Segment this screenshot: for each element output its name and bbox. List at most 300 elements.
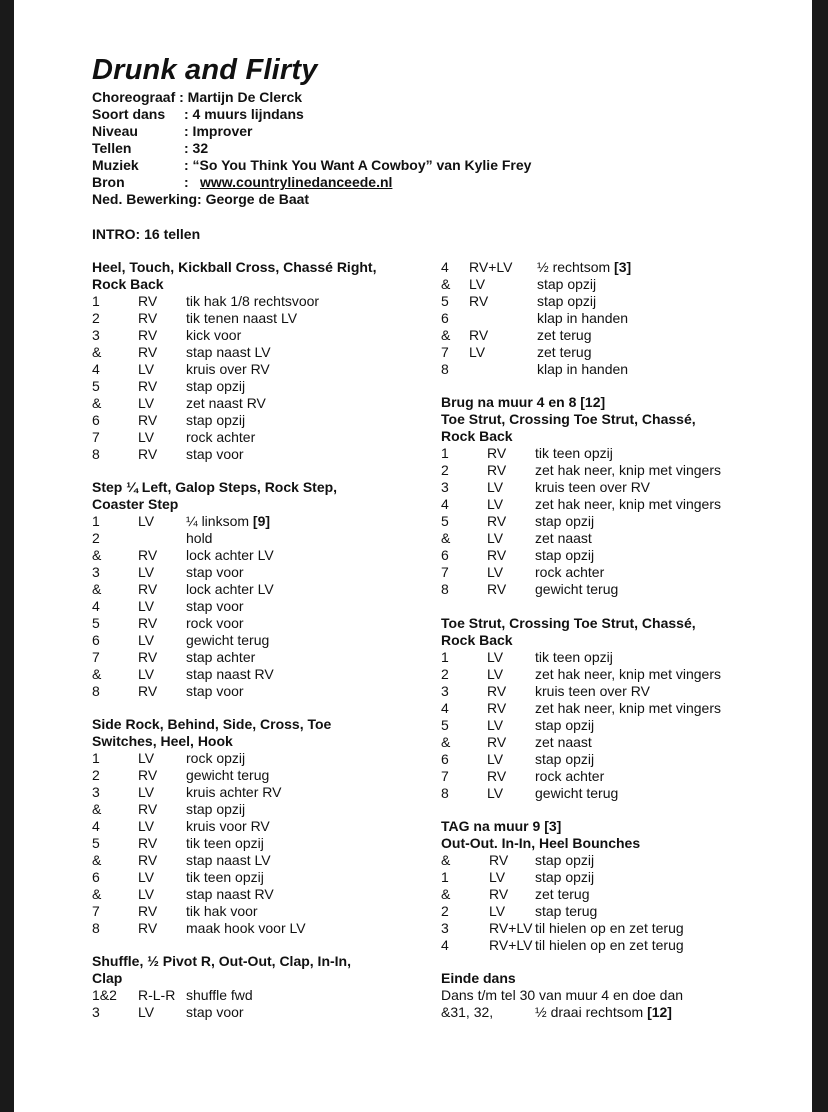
step-count: 7 <box>441 344 449 360</box>
step-foot: RV <box>138 344 158 360</box>
step-text: gewicht terug <box>535 785 619 801</box>
step-foot: LV <box>487 479 504 495</box>
step-count: 7 <box>92 429 100 445</box>
step-count: 1 <box>92 293 100 309</box>
meta-key: Ned. Bewerking: George de Baat <box>92 191 310 207</box>
step-count: 5 <box>92 835 100 851</box>
step-text: stap voor <box>186 1004 244 1020</box>
meta-value: : Improver <box>184 123 253 139</box>
step-count: 7 <box>441 564 449 580</box>
step-description <box>186 1004 244 1021</box>
step-description <box>535 479 650 496</box>
section-heading: Toe Strut, Crossing Toe Strut, Chassé, <box>441 615 696 631</box>
step-count: & <box>441 327 451 343</box>
step-count: 8 <box>441 785 449 801</box>
step-foot: RV <box>487 513 507 529</box>
step-row <box>92 903 412 920</box>
step-count: 6 <box>92 632 100 648</box>
step-description <box>535 683 650 700</box>
step-row <box>92 513 412 530</box>
step-foot: LV <box>487 717 504 733</box>
step-foot: RV <box>138 310 158 326</box>
step-description <box>537 327 591 344</box>
step-row <box>441 564 761 581</box>
step-description <box>537 293 596 310</box>
step-text: kruis voor RV <box>186 818 270 834</box>
step-row <box>92 1004 412 1021</box>
step-description <box>186 547 274 564</box>
step-description <box>535 903 597 920</box>
step-description <box>186 852 271 869</box>
step-description <box>186 886 274 903</box>
step-text: klap in handen <box>537 310 629 326</box>
step-text: rock achter <box>535 768 605 784</box>
step-description <box>186 767 269 784</box>
step-description <box>186 530 212 547</box>
step-row <box>441 496 761 513</box>
step-text: rock opzij <box>186 750 246 766</box>
section-heading: Rock Back <box>441 632 513 648</box>
meta-line <box>92 191 612 208</box>
step-description <box>535 445 613 462</box>
step-text: gewicht terug <box>535 581 619 597</box>
step-row <box>92 378 412 395</box>
step-description <box>535 734 592 751</box>
step-foot: RV+LV <box>489 920 533 936</box>
step-description <box>537 310 628 327</box>
step-text: stap voor <box>186 564 244 580</box>
step-row <box>441 530 761 547</box>
step-text: tik hak 1/8 rechtsvoor <box>186 293 320 309</box>
step-text: lock achter LV <box>186 547 274 563</box>
step-text: shuffle fwd <box>186 987 253 1003</box>
dance-title: Drunk and Flirty <box>92 54 318 86</box>
step-description <box>535 547 594 564</box>
step-row <box>92 564 412 581</box>
step-text: klap in handen <box>537 361 629 377</box>
step-row <box>92 869 412 886</box>
step-text: stap voor <box>186 683 244 699</box>
section-heading: Toe Strut, Crossing Toe Strut, Chassé, <box>441 411 696 427</box>
step-count: 8 <box>441 361 449 377</box>
step-row <box>92 886 412 903</box>
step-row <box>441 327 761 344</box>
step-foot: RV <box>138 683 158 699</box>
step-text: ½ rechtsom <box>537 259 611 275</box>
meta-key: Tellen <box>92 140 132 156</box>
step-description <box>186 361 270 378</box>
step-count: 6 <box>441 547 449 563</box>
section-heading: Brug na muur 4 en 8 [12] <box>441 394 606 410</box>
step-text: zet naast <box>535 530 592 546</box>
meta-line <box>92 106 612 123</box>
step-description <box>186 327 241 344</box>
meta-value: : “So You Think You Want A Cowboy” van Kylie Frey <box>184 157 532 173</box>
step-foot: RV <box>138 920 158 936</box>
step-text: stap achter <box>186 649 256 665</box>
step-foot: LV <box>487 666 504 682</box>
step-count: & <box>92 801 102 817</box>
step-row <box>441 886 761 903</box>
ending-line-2 <box>441 1004 781 1021</box>
step-row <box>92 852 412 869</box>
step-foot: LV <box>487 564 504 580</box>
step-text: stap voor <box>186 446 244 462</box>
step-foot: RV <box>138 767 158 783</box>
step-count: 8 <box>92 446 100 462</box>
step-foot: LV <box>138 784 155 800</box>
source-link[interactable]: www.countrylinedanceede.nl <box>200 174 393 190</box>
meta-line <box>92 89 612 106</box>
meta-line <box>92 140 612 157</box>
step-description <box>535 852 594 869</box>
wall-ref: [3] <box>614 259 632 275</box>
step-text: zet hak neer, knip met vingers <box>535 700 721 716</box>
step-count: & <box>92 852 102 868</box>
intro-line: INTRO: 16 tellen <box>92 226 201 242</box>
step-description <box>535 530 592 547</box>
step-count: 2 <box>441 903 449 919</box>
meta-value: : 4 muurs lijndans <box>184 106 304 122</box>
step-description <box>186 412 245 429</box>
step-row <box>441 513 761 530</box>
step-text: maak hook voor LV <box>186 920 306 936</box>
step-count: & <box>441 530 451 546</box>
step-count: 5 <box>92 615 100 631</box>
step-count: 5 <box>441 513 449 529</box>
step-description <box>186 666 274 683</box>
step-text: tik tenen naast LV <box>186 310 298 326</box>
step-text: gewicht terug <box>186 767 270 783</box>
step-count: 1 <box>441 445 449 461</box>
step-text: kruis achter RV <box>186 784 282 800</box>
step-count: 1 <box>441 649 449 665</box>
step-count: & <box>92 886 102 902</box>
step-count: 1 <box>441 869 449 885</box>
step-foot: LV <box>138 818 155 834</box>
step-count: 5 <box>441 293 449 309</box>
step-description <box>186 344 271 361</box>
step-foot: RV <box>469 327 489 343</box>
step-foot: LV <box>138 869 155 885</box>
step-count: 3 <box>441 920 449 936</box>
step-row <box>441 920 761 937</box>
step-count: 7 <box>92 903 100 919</box>
step-count: 2 <box>92 310 100 326</box>
step-foot: RV <box>138 378 158 394</box>
step-count: & <box>441 734 451 750</box>
step-description <box>186 598 244 615</box>
step-row <box>92 801 412 818</box>
section-heading: Shuffle, ½ Pivot R, Out-Out, Clap, In-In, <box>92 953 351 969</box>
step-count: 3 <box>92 1004 100 1020</box>
step-foot: LV <box>487 785 504 801</box>
step-foot: LV <box>487 751 504 767</box>
step-text: stap opzij <box>186 378 246 394</box>
section-heading: Clap <box>92 970 123 986</box>
step-foot: RV+LV <box>469 259 513 275</box>
ending-heading: Einde dans <box>441 970 516 986</box>
step-row <box>441 937 761 954</box>
step-foot: RV <box>487 445 507 461</box>
step-count: 3 <box>92 564 100 580</box>
meta-key: Niveau <box>92 123 138 139</box>
step-text: rock achter <box>186 429 256 445</box>
step-description <box>537 259 631 276</box>
step-foot: RV <box>489 886 509 902</box>
step-count: 8 <box>92 683 100 699</box>
step-text: zet naast <box>535 734 592 750</box>
step-foot: RV <box>487 462 507 478</box>
step-foot: LV <box>469 276 486 292</box>
step-foot: LV <box>138 513 155 529</box>
step-text: kick voor <box>186 327 242 343</box>
step-text: stap opzij <box>535 852 595 868</box>
step-row <box>441 869 761 886</box>
step-foot: LV <box>138 598 155 614</box>
step-text: kruis teen over RV <box>535 479 650 495</box>
step-row <box>441 361 761 378</box>
step-count: 4 <box>441 937 449 953</box>
step-text: rock achter <box>535 564 605 580</box>
step-text: stap opzij <box>186 801 246 817</box>
step-row <box>92 683 412 700</box>
step-description <box>537 344 591 361</box>
step-text: stap naast RV <box>186 886 274 902</box>
step-description <box>535 581 618 598</box>
step-text: stap opzij <box>535 513 595 529</box>
step-text: stap naast RV <box>186 666 274 682</box>
step-foot: RV <box>138 327 158 343</box>
step-description <box>186 378 245 395</box>
step-foot: LV <box>138 632 155 648</box>
step-count: & <box>92 581 102 597</box>
step-text: stap naast LV <box>186 852 271 868</box>
step-description <box>186 581 274 598</box>
step-description <box>186 903 258 920</box>
step-count: 3 <box>441 683 449 699</box>
step-foot: LV <box>138 666 155 682</box>
step-row <box>441 581 761 598</box>
step-count: 4 <box>92 818 100 834</box>
section-heading: Heel, Touch, Kickball Cross, Chassé Right, <box>92 259 377 275</box>
section-heading: Switches, Heel, Hook <box>92 733 233 749</box>
step-count: 3 <box>92 784 100 800</box>
meta-line <box>92 157 612 174</box>
step-foot: RV <box>487 734 507 750</box>
step-row <box>441 276 761 293</box>
step-description <box>186 632 269 649</box>
meta-value: : 32 <box>184 140 209 156</box>
step-foot: LV <box>138 361 155 377</box>
ending-line-1: Dans t/m tel 30 van muur 4 en doe dan <box>441 987 684 1003</box>
step-foot: RV <box>138 852 158 868</box>
step-row <box>441 903 761 920</box>
step-row <box>441 462 761 479</box>
step-foot: RV <box>138 446 158 462</box>
step-foot: RV <box>487 581 507 597</box>
step-count: & <box>441 276 451 292</box>
step-row <box>441 852 761 869</box>
section-heading: Rock Back <box>92 276 164 292</box>
step-count: & <box>441 852 451 868</box>
step-count: 4 <box>441 700 449 716</box>
step-count: 6 <box>441 310 449 326</box>
step-count: 4 <box>92 361 100 377</box>
step-row <box>92 750 412 767</box>
step-description <box>537 276 596 293</box>
step-description <box>186 615 244 632</box>
step-row <box>92 446 412 463</box>
step-foot: RV <box>138 412 158 428</box>
step-description <box>535 462 721 479</box>
step-foot: LV <box>138 750 155 766</box>
step-row <box>441 310 761 327</box>
step-row <box>92 649 412 666</box>
meta-key: Choreograaf : Martijn De Clerck <box>92 89 303 105</box>
step-row <box>441 259 761 276</box>
step-foot: LV <box>138 886 155 902</box>
step-foot: LV <box>489 869 506 885</box>
step-row <box>92 598 412 615</box>
meta-value: : <box>184 174 189 190</box>
step-text: stap opzij <box>535 751 595 767</box>
step-description <box>186 293 319 310</box>
step-row <box>92 581 412 598</box>
step-foot: LV <box>487 530 504 546</box>
step-row <box>441 768 761 785</box>
step-text: hold <box>186 530 213 546</box>
step-foot: RV <box>469 293 489 309</box>
step-text: kruis teen over RV <box>535 683 650 699</box>
step-row <box>92 818 412 835</box>
step-description <box>537 361 628 378</box>
step-row <box>92 987 412 1004</box>
step-count: 1&2 <box>92 987 117 1003</box>
step-foot: LV <box>138 395 155 411</box>
step-row <box>92 767 412 784</box>
step-foot: LV <box>138 564 155 580</box>
step-foot: RV <box>138 581 158 597</box>
step-count: 6 <box>92 412 100 428</box>
step-row <box>92 784 412 801</box>
step-foot: R-L-R <box>138 987 176 1003</box>
step-row <box>92 293 412 310</box>
step-text: zet hak neer, knip met vingers <box>535 496 721 512</box>
step-count: 5 <box>92 378 100 394</box>
step-row <box>92 310 412 327</box>
step-description <box>186 649 255 666</box>
step-foot: RV <box>138 293 158 309</box>
step-foot: LV <box>487 649 504 665</box>
step-description <box>186 750 245 767</box>
step-row <box>441 445 761 462</box>
section-heading: Coaster Step <box>92 496 179 512</box>
step-description <box>186 801 245 818</box>
step-row <box>441 666 761 683</box>
step-text: zet terug <box>535 886 590 902</box>
step-count: & <box>92 547 102 563</box>
step-row <box>92 615 412 632</box>
step-foot: LV <box>487 496 504 512</box>
step-row <box>92 327 412 344</box>
step-description <box>186 920 306 937</box>
step-text: stap voor <box>186 598 244 614</box>
step-row <box>441 734 761 751</box>
step-foot: RV <box>487 547 507 563</box>
step-text: tik hak voor <box>186 903 258 919</box>
step-row <box>92 412 412 429</box>
step-foot: LV <box>469 344 486 360</box>
step-count: 8 <box>441 581 449 597</box>
step-foot: RV <box>138 547 158 563</box>
step-row <box>441 683 761 700</box>
step-text: stap terug <box>535 903 598 919</box>
step-foot: LV <box>489 903 506 919</box>
step-count: & <box>92 344 102 360</box>
step-description <box>535 920 684 937</box>
step-count: 1 <box>92 513 100 529</box>
section-heading: Out-Out. In-In, Heel Bounches <box>441 835 641 851</box>
step-description <box>186 564 244 581</box>
ending-count: &31, 32, <box>441 1004 494 1020</box>
step-count: 2 <box>441 462 449 478</box>
step-description <box>186 987 253 1004</box>
step-row <box>441 785 761 802</box>
step-text: ¼ linksom <box>186 513 250 529</box>
step-description <box>186 429 255 446</box>
step-text: til hielen op en zet terug <box>535 920 684 936</box>
step-count: 8 <box>92 920 100 936</box>
section-heading: Side Rock, Behind, Side, Cross, Toe <box>92 716 332 732</box>
step-text: zet terug <box>537 327 592 343</box>
step-foot: RV <box>138 835 158 851</box>
step-description <box>535 666 721 683</box>
step-row <box>441 547 761 564</box>
step-text: stap naast LV <box>186 344 271 360</box>
step-description <box>535 700 721 717</box>
step-row <box>92 666 412 683</box>
step-row <box>92 920 412 937</box>
step-description <box>186 683 244 700</box>
step-description <box>535 869 594 886</box>
step-description <box>535 649 613 666</box>
section-heading: Step ¼ Left, Galop Steps, Rock Step, <box>92 479 338 495</box>
step-foot: RV <box>489 852 509 868</box>
meta-line <box>92 123 612 140</box>
step-foot: RV <box>487 768 507 784</box>
step-count: 2 <box>92 530 100 546</box>
step-text: stap opzij <box>535 717 595 733</box>
step-description <box>535 768 604 785</box>
step-row <box>92 632 412 649</box>
step-text: tik teen opzij <box>535 445 613 461</box>
step-text: stap opzij <box>537 276 597 292</box>
step-foot: RV+LV <box>489 937 533 953</box>
step-count: 5 <box>441 717 449 733</box>
step-row <box>441 751 761 768</box>
step-row <box>92 547 412 564</box>
meta-key: Muziek <box>92 157 139 173</box>
step-text: stap opzij <box>535 869 595 885</box>
section-heading: TAG na muur 9 [3] <box>441 818 562 834</box>
step-row <box>92 835 412 852</box>
step-count: & <box>92 666 102 682</box>
step-description <box>186 784 281 801</box>
meta-key: Bron <box>92 174 125 190</box>
section-heading: Rock Back <box>441 428 513 444</box>
step-count: 7 <box>92 649 100 665</box>
